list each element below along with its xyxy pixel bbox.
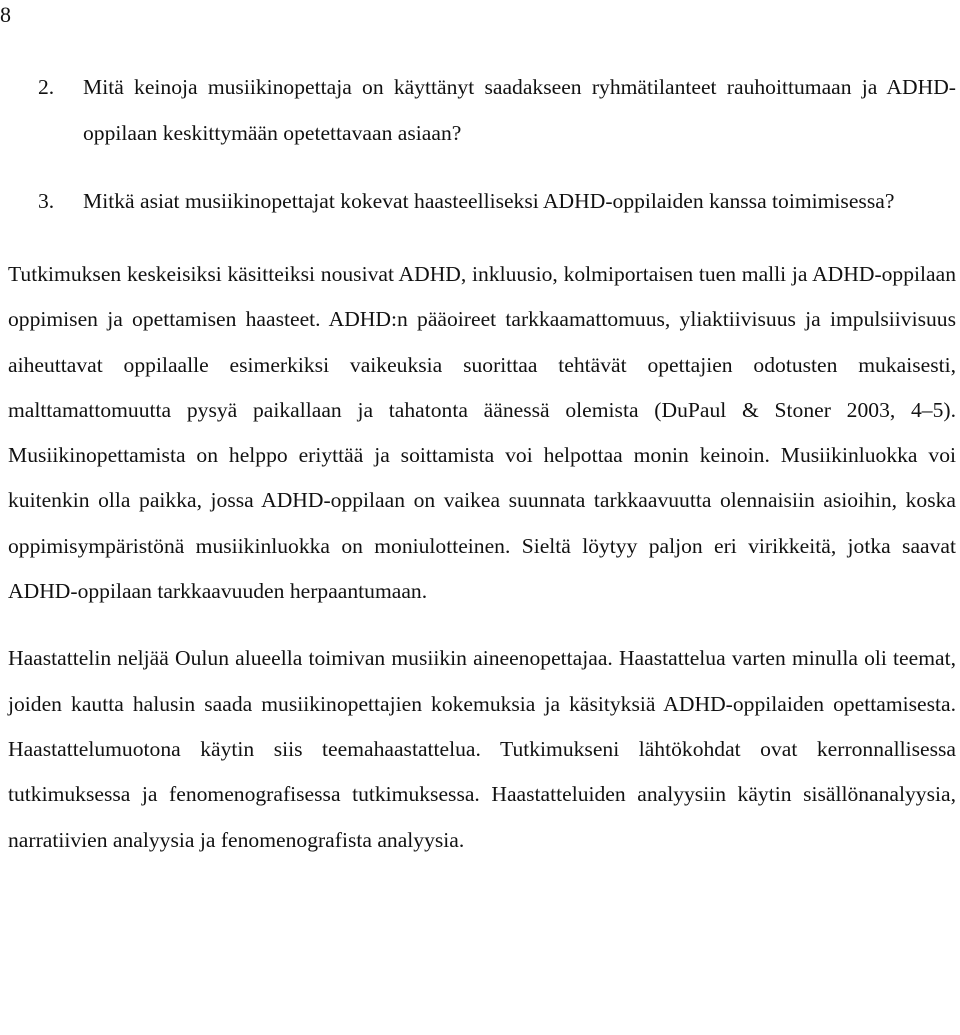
page-number: 8 [0,2,11,27]
list-item-number: 3. [38,189,55,213]
research-questions-list [8,64,956,224]
list-item-text: Mitä keinoja musiikinopettaja on käyttänyt saadakseen ryhmätilanteet rauhoittumaan ja ADHD-oppilaan keskittymään opetettavaan asiaan? [83,75,956,145]
list-item-text: Mitkä asiat musiikinopettajat kokevat haasteelliseksi ADHD-oppilaiden kanssa toimimisessa? [83,189,895,213]
paragraph-concepts: Tutkimuksen keskeisiksi käsitteiksi nousivat ADHD, inkluusio, kolmiportaisen tuen malli ja ADHD-oppilaan oppimisen ja opettamisen haasteet. ADHD:n pääoireet tarkkaamattomuus, yliaktiivisuus ja impulsiivisuus aiheuttavat oppilaalle esimerkiksi vaikeuksia suorittaa tehtävät opettajien odotusten mukaisesti, malttamattomuutta pysyä paikallaan ja tahatonta äänessä olemista (DuPaul & Stoner 2003, 4–5). Musiikinopettamista on helppo eriyttää ja soittamista voi helpottaa monin keinoin. Musiikinluokka voi kuitenkin olla paikka, jossa ADHD-oppilaan on vaikea suunnata tarkkaavuutta olennaisiin asioihin, koska oppimisympäristönä musiikinluokka on moniulotteinen. Sieltä löytyy paljon eri virikkeitä, jotka saavat ADHD-oppilaan tarkkaavuuden herpaantumaan. [8,262,956,604]
list-item [8,64,956,156]
document-body [8,64,956,863]
paragraph-method: Haastattelin neljää Oulun alueella toimivan musiikin aineenopettajaa. Haastattelua varten minulla oli teemat, joiden kautta halusin saada musiikinopettajien kokemuksia ja käsityksiä ADHD-oppilaiden opettamisesta. Haastattelumuotona käytin siis teemahaastattelua. Tutkimukseni lähtökohdat ovat kerronnallisessa tutkimuksessa ja fenomenografisessa tutkimuksessa. Haastatteluiden analyysiin käytin sisällönanalyysia, narratiivien analyysia ja fenomenografista analyysia. [8,646,956,852]
list-item-number: 2. [38,75,55,99]
list-item [8,178,956,224]
